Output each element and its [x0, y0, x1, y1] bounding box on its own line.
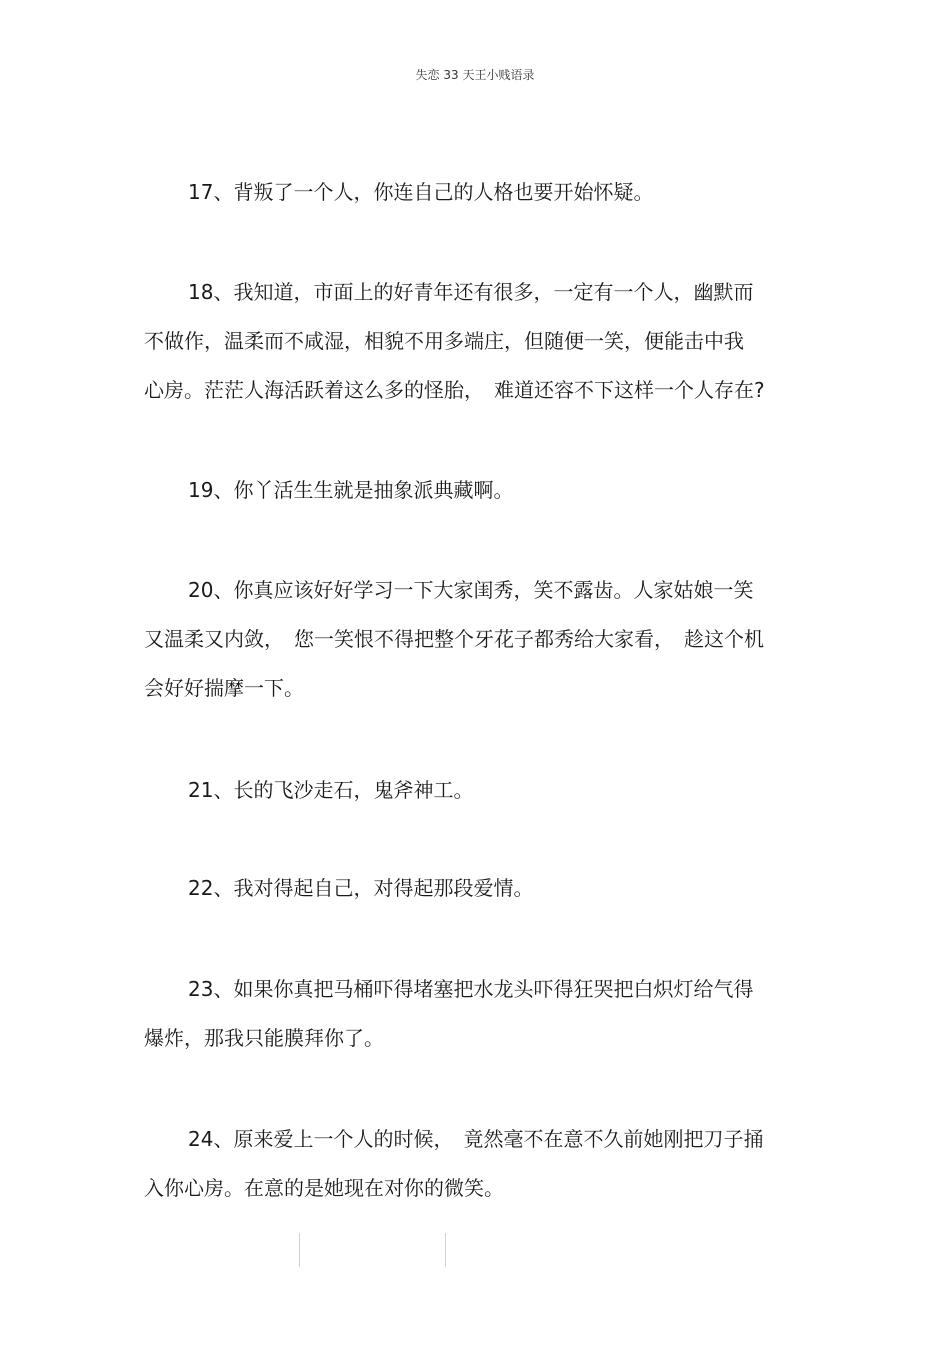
quote-line: 19、你丫活生生就是抽象派典藏啊。 — [188, 478, 514, 502]
quote-line: 22、我对得起自己，对得起那段爱情。 — [188, 876, 534, 900]
divider-mark — [445, 1233, 446, 1267]
quote-21 — [144, 766, 809, 815]
quote-18 — [144, 268, 809, 415]
quote-17 — [144, 168, 809, 217]
quote-20 — [144, 566, 809, 713]
quote-line: 不做作，温柔而不咸湿，相貌不用多端庄，但随便一笑，便能击中我 — [144, 329, 744, 353]
quote-line: 又温柔又内敛， 您一笑恨不得把整个牙花子都秀给大家看， 趁这个机 — [144, 627, 764, 651]
page-header: 失恋 33 天王小贱语录 — [415, 68, 535, 82]
quote-line: 心房。茫茫人海活跃着这么多的怪胎， 难道还容不下这样一个人存在? — [144, 378, 765, 402]
quote-22 — [144, 864, 809, 913]
quote-line: 23、如果你真把马桶吓得堵塞把水龙头吓得狂哭把白炽灯给气得 — [188, 977, 754, 1001]
quote-line: 会好好揣摩一下。 — [144, 676, 304, 700]
quote-line: 入你心房。在意的是她现在对你的微笑。 — [144, 1176, 504, 1200]
quote-line: 20、你真应该好好学习一下大家闺秀，笑不露齿。人家姑娘一笑 — [188, 578, 754, 602]
quote-19 — [144, 466, 809, 515]
divider-mark — [299, 1233, 300, 1267]
quote-line: 爆炸，那我只能膜拜你了。 — [144, 1026, 384, 1050]
quote-line: 18、我知道，市面上的好青年还有很多，一定有一个人，幽默而 — [188, 280, 754, 304]
quote-24 — [144, 1115, 809, 1213]
quote-line: 21、长的飞沙走石，鬼斧神工。 — [188, 778, 474, 802]
quote-line: 24、原来爱上一个人的时候， 竟然毫不在意不久前她刚把刀子捅 — [188, 1127, 764, 1151]
quote-23 — [144, 965, 809, 1063]
quote-line: 17、背叛了一个人，你连自己的人格也要开始怀疑。 — [188, 180, 654, 204]
